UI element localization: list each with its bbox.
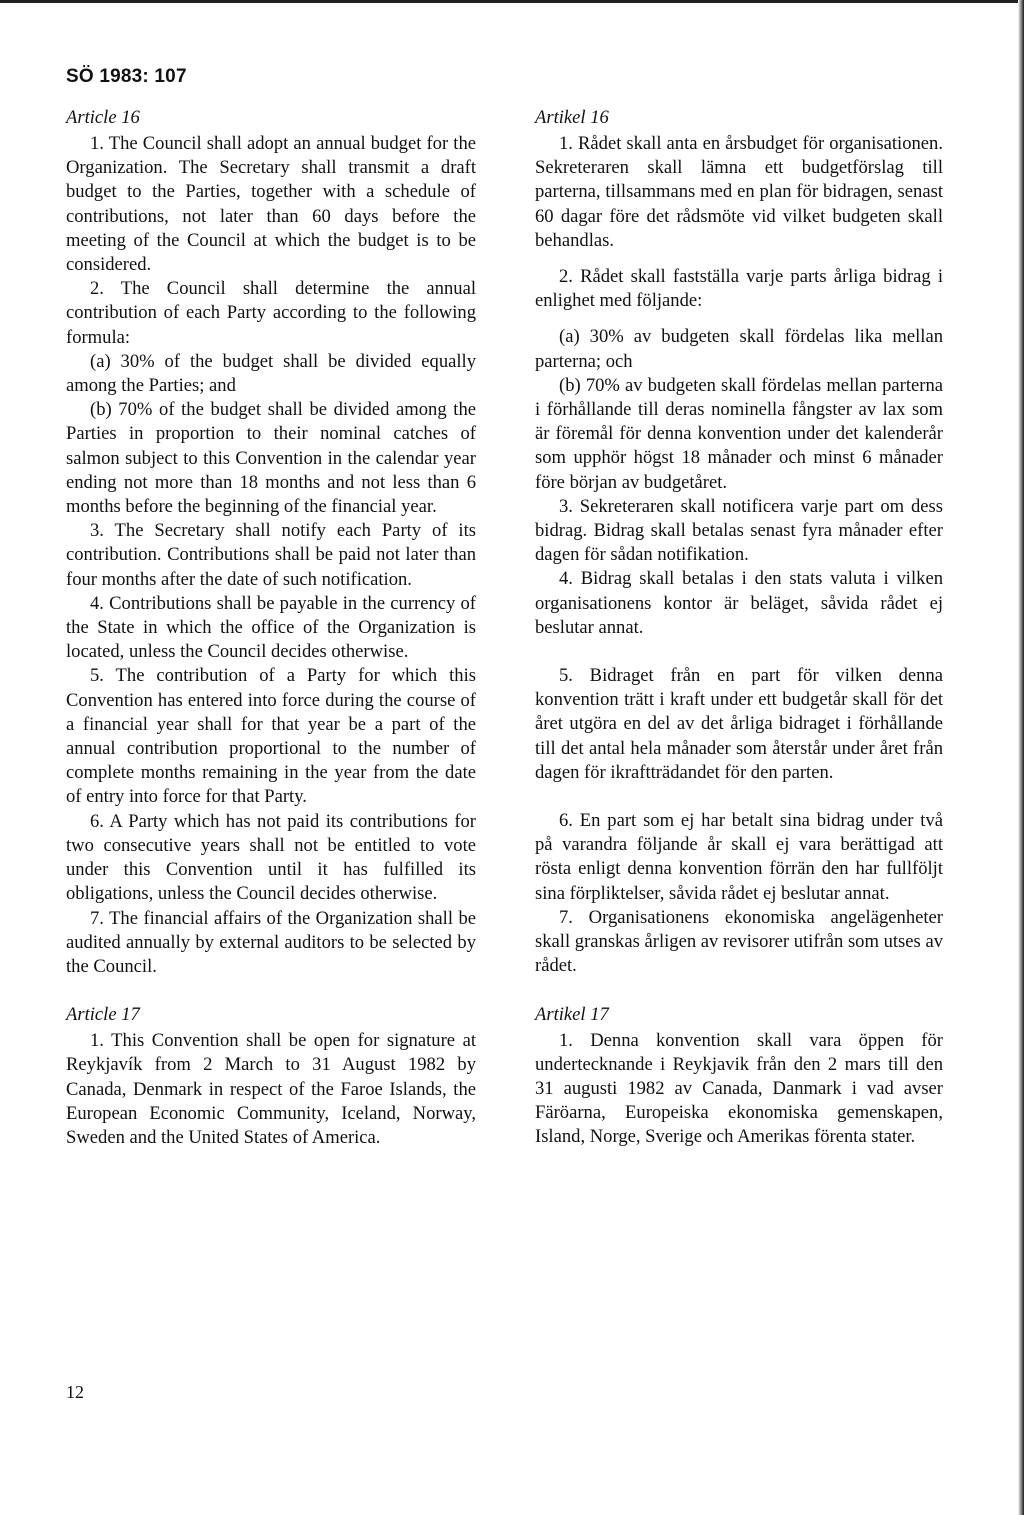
page-number: 12 [66, 1382, 84, 1402]
article-16-paragraph-6: 6. A Party which has not paid its contributions for two consecutive years shall not be entitled to vote under this Convention until it has fulfilled its obligations, unless the Council decides otherwise. [66, 810, 476, 905]
artikel-16-paragraph-6: 6. En part som ej har betalt sina bidrag under två på varandra följande år skall ej vara berättigad att rösta enligt denna konvention förrän den har fullföljt sina förpliktelser, såvida rådet ej beslutar annat. [535, 810, 943, 904]
top-border [0, 0, 1024, 3]
artikel-16-paragraph-4: 4. Bidrag skall betalas i den stats valuta i vilken organisationens kontor är beläget, såvida rådet ej beslutar annat. [535, 568, 943, 638]
article-16-paragraph-4: 4. Contributions shall be payable in the currency of the State in which the office of the Organization is located, unless the Council decides otherwise. [66, 592, 476, 663]
artikel-16-paragraph-3: 3. Sekreteraren skall notificera varje part om dess bidrag. Bidrag skall betalas senast fyra månader efter dagen för sådan notifikation. [535, 495, 943, 566]
page-edge-shadow [1018, 0, 1024, 1515]
document-reference: SÖ 1983: 107 [66, 66, 187, 87]
artikel-16-paragraph-2: 2. Rådet skall fastställa varje parts årliga bidrag i enlighet med följande: [535, 266, 943, 312]
artikel-17-heading: Artikel 17 [535, 1003, 609, 1025]
article-16-paragraph-1: 1. The Council shall adopt an annual budget for the Organization. The Secretary shall transmit a draft budget to the Parties, together with a schedule of contributions, not later than 60 days before the meeting of the Council at which the budget is to be considered. [66, 133, 476, 276]
article-16-paragraph-5: 5. The contribution of a Party for which this Convention has entered into force during the course of a financial year shall for that year be a part of the annual contribution proportional to the number of complete months remaining in the year from the date of entry into force for that Party. [66, 665, 476, 808]
spacer [535, 979, 943, 1003]
spacer [535, 640, 943, 664]
article-16-paragraph-2b: (b) 70% of the budget shall be divided among the Parties in proportion to their nominal catches of salmon subject to this Convention in the calendar year ending not more than 18 months and not less than 6 months before the beginning of the financial year. [66, 399, 476, 518]
artikel-16-heading: Artikel 16 [535, 107, 609, 128]
artikel-16-paragraph-5: 5. Bidraget från en part för vilken denna konvention trätt i kraft under ett budgetår skall för det året utgöra en del av det årliga bidraget i förhållande till det antal hela månader som återstår under året från dagen för ikraftträdandet för den parten. [535, 665, 943, 783]
article-16-heading: Article 16 [66, 107, 140, 128]
artikel-16-paragraph-2b: (b) 70% av budgeten skall fördelas mellan parterna i förhållande till deras nominella fångster av lax som är föremål för denna konvention under det kalenderår som upphör högst 18 månader och minst 6 månader före början av budgetåret. [535, 374, 943, 493]
spacer [535, 313, 943, 325]
english-column [66, 106, 476, 1150]
artikel-17-paragraph-1: 1. Denna konvention skall vara öppen för undertecknande i Reykjavik från den 2 mars till den 31 augusti 1982 av Canada, Danmark i vad avser Färöarna, Europeiska ekonomiska gemenskapen, Island, Norge, Sverige och Amerikas förenta stater. [535, 1029, 943, 1148]
artikel-16-paragraph-7: 7. Organisationens ekonomiska angelägenheter skall granskas årligen av revisorer utifrån som utses av rådet. [535, 906, 943, 977]
spacer [535, 785, 943, 809]
spacer [66, 979, 476, 1003]
article-16-paragraph-2a: (a) 30% of the budget shall be divided equally among the Parties; and [66, 350, 476, 397]
article-17-heading: Article 17 [66, 1004, 140, 1026]
article-16-paragraph-2: 2. The Council shall determine the annual contribution of each Party according to the following formula: [66, 278, 476, 348]
spacer [535, 253, 943, 265]
artikel-16-paragraph-1: 1. Rådet skall anta en årsbudget för organisationen. Sekreteraren skall lämna ett budgetförslag till parterna, tillsammans med en plan för bidragen, senast 60 dagar före det rådsmöte vid vilket budgeten skall behandlas. [535, 133, 943, 251]
article-17-paragraph-1: 1. This Convention shall be open for signature at Reykjavík from 2 March to 31 August 1982 by Canada, Denmark in respect of the Faroe Islands, the European Economic Community, Iceland, Norway, Sweden and the United States of America. [66, 1030, 476, 1148]
article-16-paragraph-7: 7. The financial affairs of the Organization shall be audited annually by external auditors to be selected by the Council. [66, 907, 476, 977]
article-16-paragraph-3: 3. The Secretary shall notify each Party of its contribution. Contributions shall be paid not later than four months after the date of such notification. [66, 520, 476, 590]
swedish-column [535, 106, 943, 1150]
artikel-16-paragraph-2a: (a) 30% av budgeten skall fördelas lika mellan parterna; och [535, 326, 943, 372]
